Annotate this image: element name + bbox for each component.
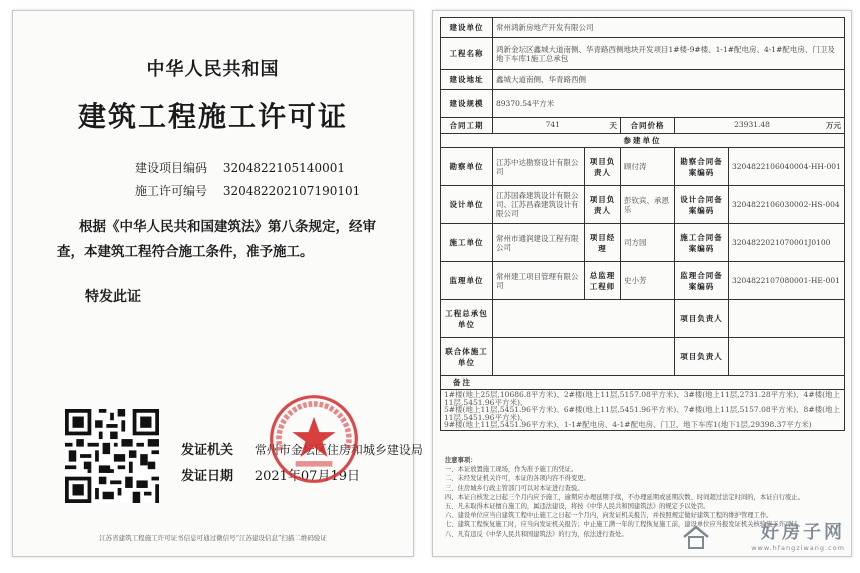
participant-pm-label: 项目经理 xyxy=(585,224,621,262)
site-row xyxy=(441,70,845,90)
site-label: 建设地址 xyxy=(441,70,493,90)
permit-no-value: 320482202107190101 xyxy=(222,184,361,198)
general-contractor-row xyxy=(441,300,845,338)
consortium-value xyxy=(493,338,675,376)
participant-row xyxy=(441,262,845,300)
general-contractor-value xyxy=(493,300,675,338)
participant-pm: 司方园 xyxy=(621,224,675,262)
participants-header: 参建单位 xyxy=(441,134,845,148)
contract-price-value: 23931.48 xyxy=(734,120,770,129)
permit-no-label: 施工许可编号 xyxy=(135,184,208,198)
contract-row xyxy=(441,118,845,134)
notice-item: 五、凡未取得本证擅自施工的，属违法建设，将按《中华人民共和国建筑法》的规定予以处罚。 xyxy=(445,503,710,511)
permit-front-page xyxy=(12,10,423,557)
special-certification: 特发此证 xyxy=(85,289,141,305)
participant-contract-label: 监理合同备案编码 xyxy=(675,262,729,300)
issuer-value: 常州市金坛区住房和城乡建设局 xyxy=(254,443,423,457)
issue-date-value: 2021年07月19日 xyxy=(254,469,360,484)
permit-title: 建筑工程施工许可证 xyxy=(77,100,348,133)
participant-contract: 3204822106030002-HS-004 xyxy=(729,186,845,224)
scale-row xyxy=(441,90,845,118)
participant-role: 监理单位 xyxy=(441,262,493,300)
participant-pm-label: 总监理工程师 xyxy=(585,262,621,300)
builder-value: 常州鸿新房地产开发有限公司 xyxy=(493,18,845,38)
contract-price-cell xyxy=(675,118,845,134)
project-code-row xyxy=(135,159,345,176)
scale-label: 建设规模 xyxy=(441,90,493,118)
participant-unit: 江苏中达勘察设计有限公司 xyxy=(493,148,585,186)
participant-pm: 史小芳 xyxy=(621,262,675,300)
nation-name: 中华人民共和国 xyxy=(146,59,280,80)
remarks-body xyxy=(441,390,845,431)
remarks-header-row xyxy=(441,376,845,390)
qr-code-icon xyxy=(65,409,159,503)
issuer-label: 发证机关 xyxy=(181,443,234,458)
participant-contract-label: 勘察合同备案编码 xyxy=(675,148,729,186)
participants-header-row xyxy=(441,134,845,148)
contract-period-cell xyxy=(493,118,621,134)
participant-row xyxy=(441,224,845,262)
verification-footnote: 江苏省建筑工程施工许可证书信息可通过微信号“江苏建设信息”扫描二维码验证 xyxy=(99,534,327,542)
participant-unit: 常州建工项目管理有限公司 xyxy=(493,262,585,300)
remark-line: 9#楼(地上11层,5451.96平方米)、1-1#配电房、4-1#配电房、门卫、地下车库1(地下1层,29398.37平方米) xyxy=(444,420,812,429)
general-contractor-label: 工程总承包单位 xyxy=(441,300,493,338)
consortium-pm xyxy=(729,338,845,376)
participant-unit: 常州市通润建设工程有限公司 xyxy=(493,224,585,262)
participant-row xyxy=(441,186,845,224)
registration-table xyxy=(440,17,845,431)
participant-contract: 3204822021070001J0100 xyxy=(729,224,845,262)
general-contractor-pm-label: 项目负责人 xyxy=(675,300,729,338)
consortium-label: 联合体施工单位 xyxy=(441,338,493,376)
participant-contract-label: 设计合同备案编码 xyxy=(675,186,729,224)
contract-period-label: 合同工期 xyxy=(441,118,493,134)
house-logo-icon xyxy=(681,524,711,550)
contract-price-label: 合同价格 xyxy=(621,118,675,134)
participant-role: 施工单位 xyxy=(441,224,493,262)
general-contractor-pm xyxy=(729,300,845,338)
permit-back-page xyxy=(432,10,852,557)
notice-item: 二、未经发证机关许可，本证的各项内容不得变更。 xyxy=(445,475,590,483)
project-name-label: 工程名称 xyxy=(441,38,493,70)
builder-label: 建设单位 xyxy=(441,18,493,38)
participant-contract: 3204822107080001-HE-001 xyxy=(729,262,845,300)
contract-period-value: 741 xyxy=(545,120,560,129)
participant-contract: 3204822106040004-HH-001 xyxy=(729,148,845,186)
notice-item: 八、凡有违反《中华人民共和国建筑法》的行为，依法进行查处。 xyxy=(445,530,628,538)
site-watermark xyxy=(751,518,845,552)
watermark-sub: www.hfangziwang.com xyxy=(751,544,845,552)
participant-pm-label: 项目负责人 xyxy=(585,186,621,224)
project-name-row xyxy=(441,38,845,70)
project-code-value: 3204822105140001 xyxy=(222,161,345,175)
notice-title: 注意事项： xyxy=(445,457,477,464)
official-seal-icon xyxy=(268,393,360,485)
notice-item: 六、建设单位应当自建筑工程中止施工之日起一个月内，向发证机关报告，并按照规定做好建筑工程的维护管理工作。 xyxy=(445,512,773,520)
consortium-pm-label: 项目负责人 xyxy=(675,338,729,376)
consortium-row xyxy=(441,338,845,376)
participant-unit: 江苏国森建筑设计有限公司、江苏昌森建筑设计有限公司 xyxy=(493,186,585,224)
remark-line: 5#楼(地上11层,5451.96平方米)、6#楼(地上11层,5451.96平方米)、7#楼(地上11层,5157.08平方米)、8#楼(地上11层,5451.96平方米)、 xyxy=(444,405,841,422)
contract-price-unit: 万元 xyxy=(826,121,842,130)
notice-item: 一、本证放置施工现场，作为准予施工的凭证。 xyxy=(445,466,578,474)
participant-pm: 顾付涛 xyxy=(621,148,675,186)
notice-item: 四、本证自核发之日起三个月内应予施工，逾期应办理延期手续，不办理延期或延期次数、时间超过法定时间的，本证自行废止。 xyxy=(445,493,804,501)
scale-value: 89370.54平方米 xyxy=(493,90,845,118)
builder-row xyxy=(441,18,845,38)
site-value: 鑫城大道南侧、华青路西侧 xyxy=(493,70,845,90)
participant-pm-label: 项目负责人 xyxy=(585,148,621,186)
participant-role: 设计单位 xyxy=(441,186,493,224)
participant-role: 勘察单位 xyxy=(441,148,493,186)
project-name-value: 鸿新金坛区鑫城大道南侧、华青路西侧地块开发项目1#楼-9#楼、1-1#配电房、4-1#配电房、门卫及地下车库1施工总承包 xyxy=(493,38,845,70)
participant-pm: 彭钦宾、承恩乐 xyxy=(621,186,675,224)
notice-item: 三、住房城乡行政主管部门可以对本证进行查验。 xyxy=(445,484,584,492)
remarks-row xyxy=(441,390,845,431)
participant-contract-label: 施工合同备案编码 xyxy=(675,224,729,262)
remark-line: 1#楼(地上25层,10686.8平方米)、2#楼(地上11层,5157.08平方米)、3#楼(地上11层,2731.28平方米)、4#楼(地上11层,5451.96平方米)、 xyxy=(444,390,841,407)
watermark-main: 好房子网 xyxy=(761,522,845,543)
permit-no-row xyxy=(135,182,360,199)
remarks-label: 备注 xyxy=(441,376,845,390)
issue-date-label: 发证日期 xyxy=(181,469,234,484)
project-code-label: 建设项目编码 xyxy=(135,161,208,175)
contract-period-unit: 天 xyxy=(609,121,617,130)
notice-item: 七、建筑工程恢复施工时，应当向发证机关报告；中止施工满一年的工程恢复施工前，建设单位应当报发证机关核验施工许可证。 xyxy=(445,521,804,529)
legal-basis-text: 根据《中华人民共和国建筑法》第八条规定，经审查，本建筑工程符合施工条件，准予施工。 xyxy=(57,219,376,260)
participant-row xyxy=(441,148,845,186)
